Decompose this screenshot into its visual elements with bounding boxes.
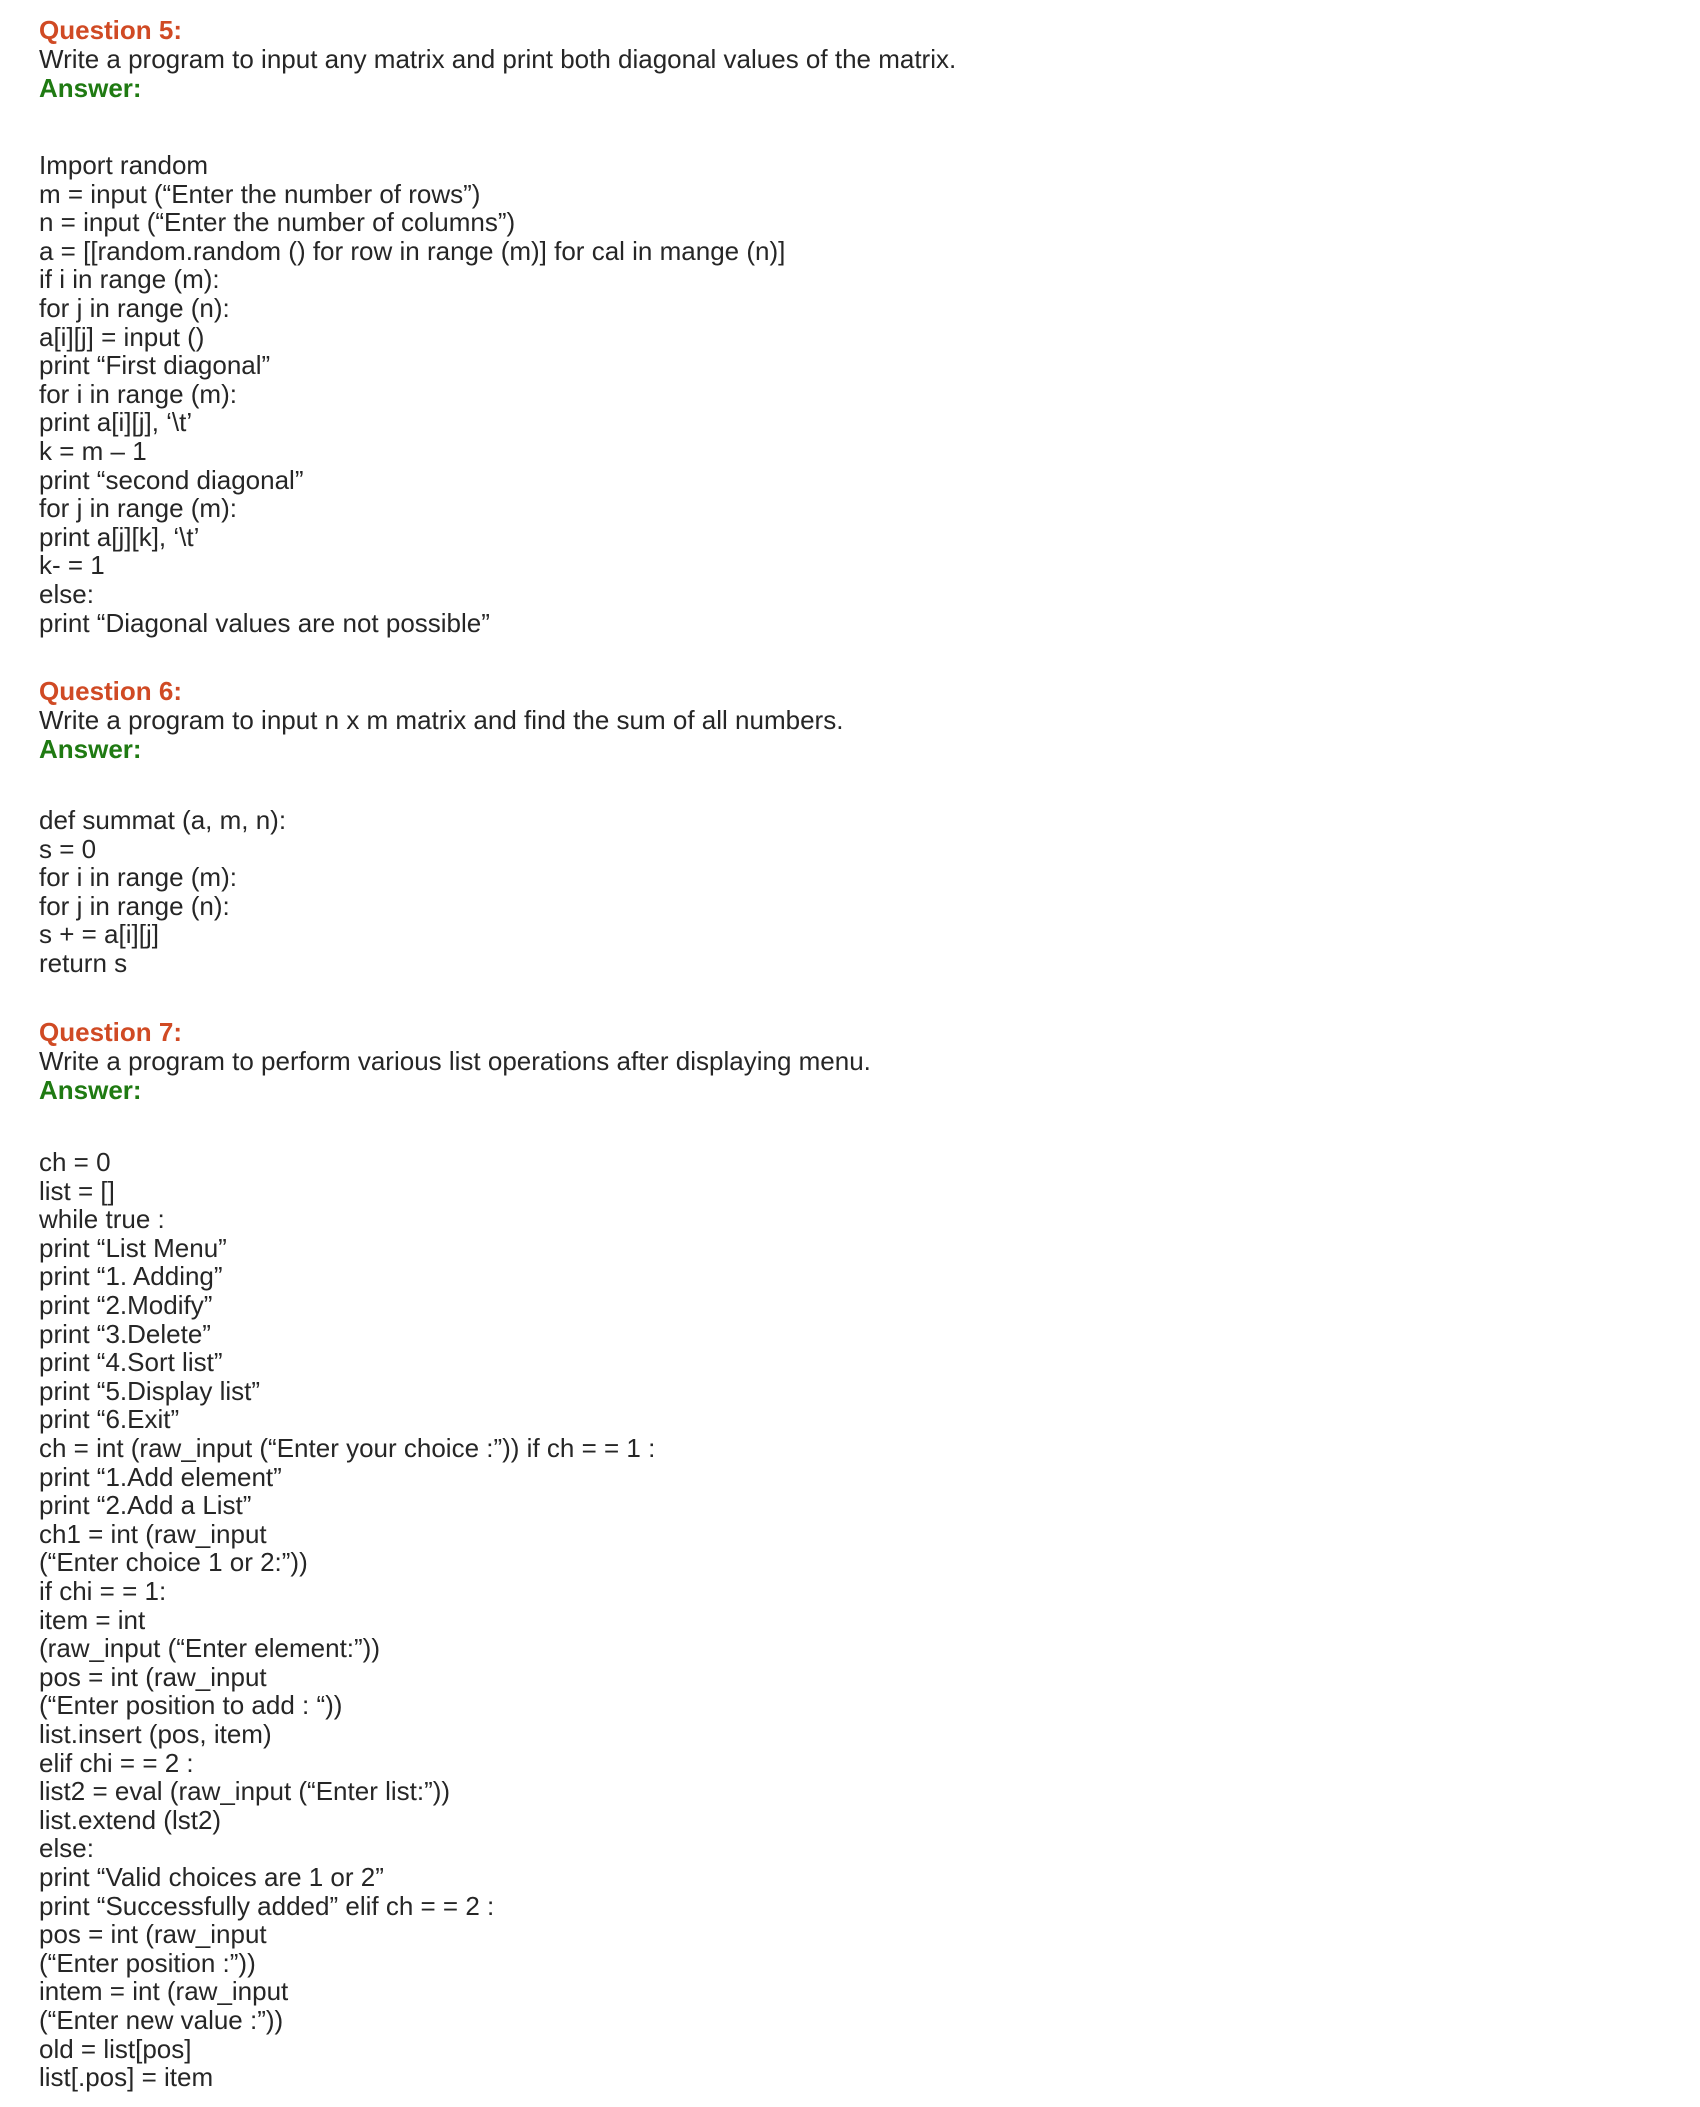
code-line: if i in range (m): [39,264,220,295]
code-line: pos = int (raw_input [39,1661,267,1692]
code-line: print “second diagonal” [39,464,304,495]
code-line: for i in range (m): [39,378,237,409]
code-line: old = list[pos] [39,2033,192,2064]
code-line: (“Enter new value :”)) [39,2005,284,2035]
code-line: list[.pos] = item [39,2062,214,2093]
code-line: (raw_input (“Enter element:”)) [39,1633,380,1664]
code-line: item = int [39,1604,146,1635]
code-line: k- = 1 [39,550,105,581]
code-line: def summat (a, m, n): [39,805,287,835]
code-line: print a[j][k], ‘\t’ [39,521,200,552]
code-line: s + = a[i][j] [39,919,159,950]
code-line: for j in range (n): [39,890,230,921]
code-line: m = input (“Enter the number of rows”) [39,178,481,209]
code-line: print “1.Add element” [39,1461,282,1492]
code-line: else: [39,1833,94,1864]
code-line: k = m – 1 [39,436,147,466]
code-line: print “Diagonal values are not possible” [39,607,490,638]
code-line: for i in range (m): [39,862,237,893]
code-line: else: [39,579,94,609]
code-line: if chi = = 1: [39,1576,167,1606]
code-line: Import random [39,150,209,180]
code-line: ch1 = int (raw_input [39,1518,267,1549]
code-line: list = [] [39,1175,115,1206]
question-title: Question 7: [39,1017,183,1047]
code-line: ch = 0 [39,1147,111,1177]
code-line: print “First diagonal” [39,350,271,381]
code-line: n = input (“Enter the number of columns”) [39,207,516,238]
code-line: intem = int (raw_input [39,1976,289,2007]
code-line: list2 = eval (raw_input (“Enter list:”)) [39,1776,451,1807]
code-line: a = [[random.random () for row in range (m)] for cal in mange (n)] [39,235,786,266]
code-line: return s [39,948,128,978]
code-line: elif chi = = 2 : [39,1747,194,1778]
code-line: (“Enter position to add : “)) [39,1690,343,1721]
question-text: Write a program to perform various list operations after displaying menu. [39,1046,871,1076]
code-line: list.extend (lst2) [39,1804,222,1835]
code-line: for j in range (n): [39,293,230,323]
code-line: print “3.Delete” [39,1318,211,1349]
code-line: for j in range (m): [39,493,237,524]
code-line: print “1. Adding” [39,1261,223,1292]
code-line: ch = int (raw_input (“Enter your choice :”)) if ch = = 1 : [39,1433,656,1463]
answer-label: Answer: [39,734,142,764]
code-line: print “Valid choices are 1 or 2” [39,1862,384,1892]
answer-label: Answer: [39,1075,142,1105]
code-line: a[i][j] = input () [39,321,205,352]
question-title: Question 5: [39,15,183,45]
code-line: print a[i][j], ‘\t’ [39,407,193,438]
code-line: s = 0 [39,833,97,864]
code-line: print “4.Sort list” [39,1347,223,1378]
answer-label: Answer: [39,73,142,103]
code-line: print “2.Modify” [39,1290,213,1320]
code-line: print “2.Add a List” [39,1490,252,1521]
code-line: pos = int (raw_input [39,1919,267,1950]
code-line: list.insert (pos, item) [39,1719,272,1749]
code-line: print “5.Display list” [39,1375,261,1406]
question-text: Write a program to input n x m matrix and find the sum of all numbers. [39,705,844,735]
code-line: (“Enter position :”)) [39,1947,256,1978]
question-title: Question 6: [39,676,183,706]
code-line: print “6.Exit” [39,1404,180,1435]
code-line: print “Successfully added” elif ch = = 2 : [39,1890,495,1921]
code-line: print “List Menu” [39,1232,227,1263]
code-line: (“Enter choice 1 or 2:”)) [39,1547,308,1578]
code-line: while true : [39,1204,165,1235]
question-text: Write a program to input any matrix and print both diagonal values of the matrix. [39,44,957,74]
